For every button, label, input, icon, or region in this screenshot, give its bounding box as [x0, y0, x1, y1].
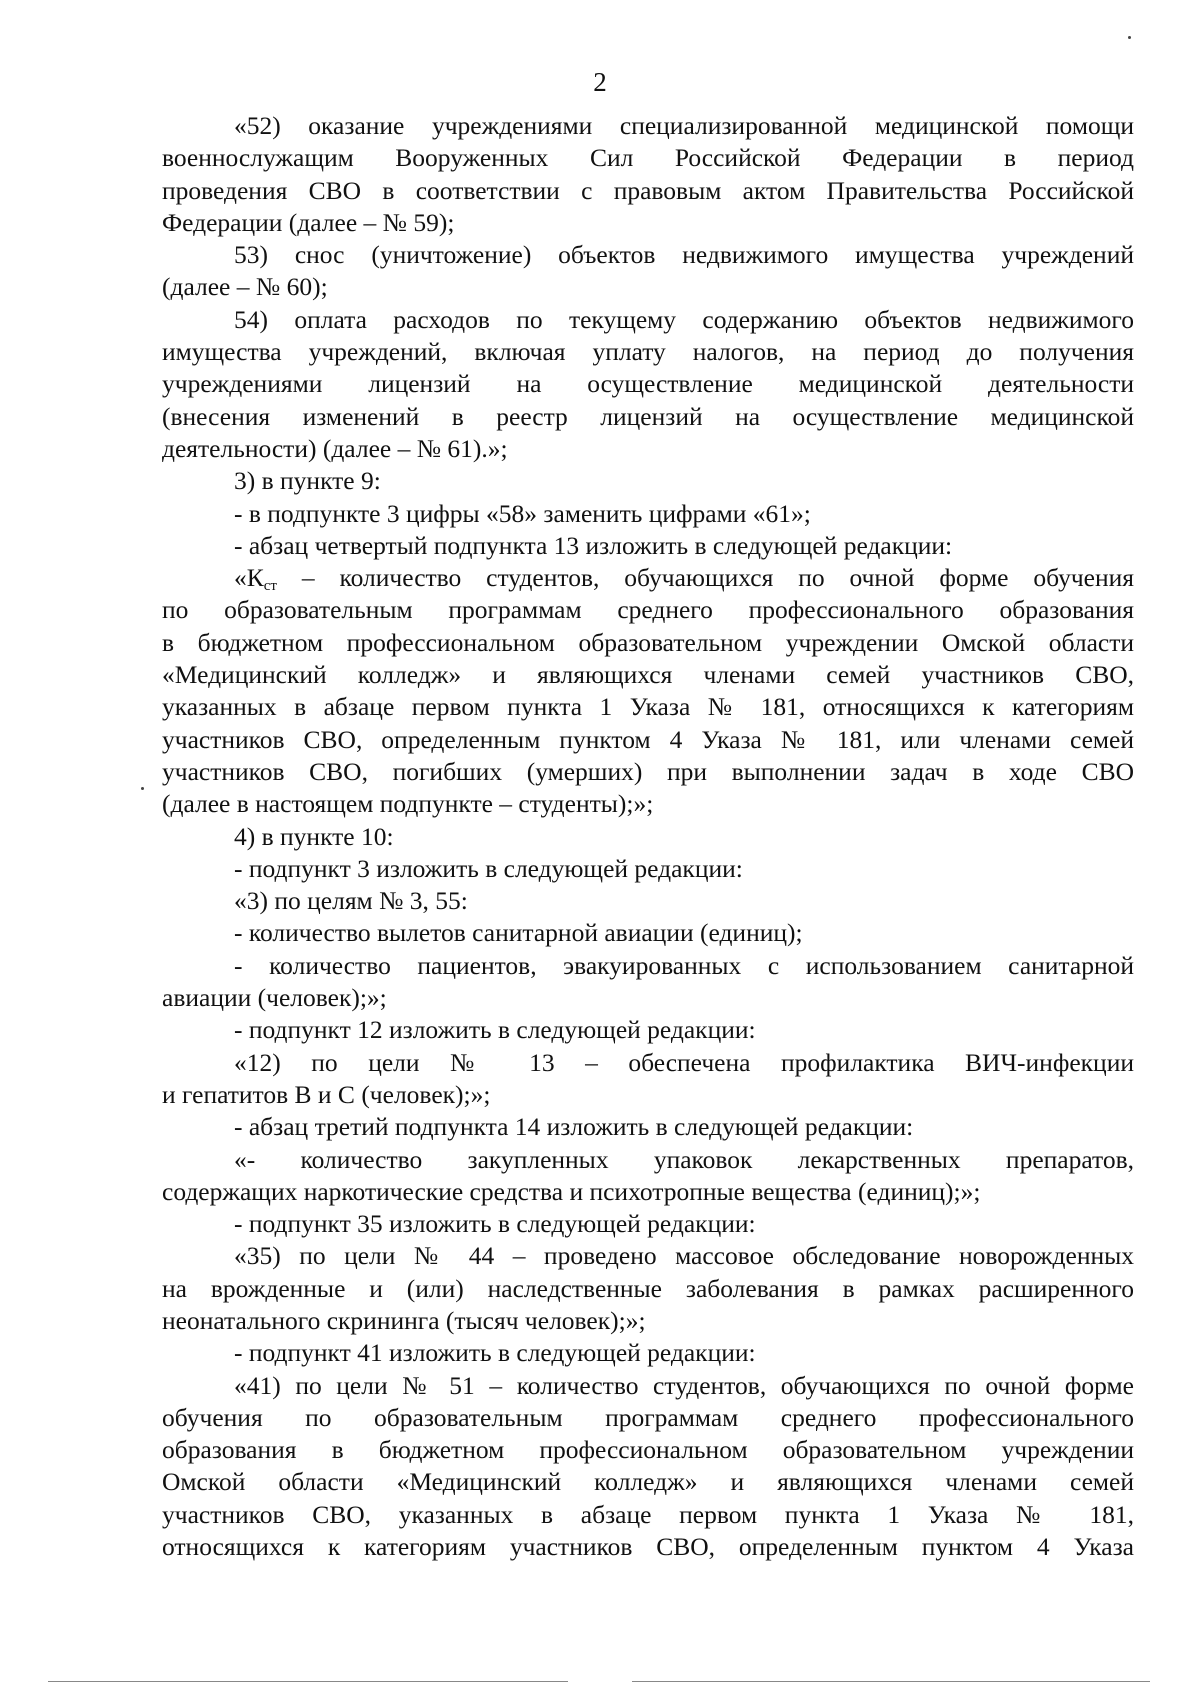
formula-symbol: «К [234, 563, 264, 593]
text-line [162, 659, 1134, 691]
line-text: 53) снос (уничтожение) объектов недвижимого имущества учреждений [234, 240, 1134, 270]
text-line [162, 1208, 1134, 1240]
text-line [162, 562, 1134, 594]
line-text: - подпункт 3 изложить в следующей редакции: [234, 853, 743, 883]
footer-rule [632, 1681, 1150, 1682]
line-text: 3) в пункте 9: [234, 466, 381, 496]
text-line [162, 142, 1134, 174]
line-text: образования в бюджетном профессиональном образовательном учреждении [162, 1435, 1134, 1465]
line-text: «12) по цели № 13 – обеспечена профилактика ВИЧ-инфекции [234, 1047, 1134, 1077]
line-text: - абзац четвертый подпункта 13 изложить в следующей редакции: [234, 530, 953, 560]
line-text: (внесения изменений в реестр лицензий на осуществление медицинской [162, 401, 1134, 431]
line-text: участников СВО, определенным пунктом 4 Указа № 181, или членами семей [162, 724, 1134, 754]
line-text: - в подпункте 3 цифры «58» заменить цифрами «61»; [234, 498, 811, 528]
text-line [162, 175, 1134, 207]
text-line [162, 239, 1134, 271]
text-line [162, 788, 1134, 820]
text-line [162, 1370, 1134, 1402]
text-line [162, 401, 1134, 433]
line-text: в бюджетном профессиональном образовательном учреждении Омской области [162, 627, 1134, 657]
text-line [162, 465, 1134, 497]
text-line [162, 724, 1134, 756]
text-line [162, 207, 1134, 239]
line-text: деятельности) (далее – № 61).»; [162, 433, 508, 463]
line-text: Омской области «Медицинский колледж» и являющихся членами семей [162, 1467, 1134, 1497]
text-line [162, 1240, 1134, 1272]
text-line [162, 1111, 1134, 1143]
text-line [162, 1466, 1134, 1498]
text-line [162, 1144, 1134, 1176]
text-line [162, 1273, 1134, 1305]
line-text: «52) оказание учреждениями специализированной медицинской помощи [234, 111, 1134, 140]
text-line [162, 594, 1134, 626]
text-line [162, 1434, 1134, 1466]
line-text: - подпункт 12 изложить в следующей редакции: [234, 1015, 756, 1045]
text-line [162, 885, 1134, 917]
text-line [162, 336, 1134, 368]
text-line [162, 433, 1134, 465]
text-line [162, 1047, 1134, 1079]
text-line [162, 1402, 1134, 1434]
line-text: имущества учреждений, включая уплату налогов, на период до получения [162, 337, 1134, 367]
text-line [162, 756, 1134, 788]
line-text: участников СВО, погибших (умерших) при выполнении задач в ходе СВО [162, 756, 1134, 786]
line-text: указанных в абзаце первом пункта 1 Указа № 181, относящихся к категориям [162, 692, 1134, 722]
text-line [162, 271, 1134, 303]
line-text: на врожденные и (или) наследственные заболевания в рамках расширенного [162, 1273, 1134, 1303]
text-line [162, 982, 1134, 1014]
formula-subscript: ст [263, 578, 277, 595]
text-line [162, 1337, 1134, 1369]
line-text: - количество вылетов санитарной авиации (единиц); [234, 918, 803, 948]
line-text: 54) оплата расходов по текущему содержанию объектов недвижимого [234, 304, 1134, 334]
line-text: «35) по цели № 44 – проведено массовое обследование новорожденных [234, 1241, 1134, 1271]
line-text: проведения СВО в соответствии с правовым актом Правительства Российской [162, 175, 1134, 205]
text-line [162, 304, 1134, 336]
line-text: «- количество закупленных упаковок лекарственных препаратов, [234, 1144, 1134, 1174]
line-text: по образовательным программам среднего профессионального образования [162, 595, 1134, 625]
text-line [162, 1014, 1134, 1046]
text-line [162, 821, 1134, 853]
document-body [162, 110, 1134, 1563]
text-line [162, 950, 1134, 982]
text-line [162, 530, 1134, 562]
line-text: «3) по целям № 3, 55: [234, 886, 468, 916]
line-text: неонатального скрининга (тысяч человек);»; [162, 1305, 646, 1335]
line-text: обучения по образовательным программам среднего профессионального [162, 1402, 1134, 1432]
line-text: - подпункт 41 изложить в следующей редакции: [234, 1338, 756, 1368]
text-line [162, 1499, 1134, 1531]
text-line [162, 1305, 1134, 1337]
text-line [162, 498, 1134, 530]
line-text: 4) в пункте 10: [234, 821, 394, 851]
text-line [162, 627, 1134, 659]
text-line [162, 1176, 1134, 1208]
line-text: военнослужащим Вооруженных Сил Российской Федерации в период [162, 143, 1134, 173]
line-text: Федерации (далее – № 59); [162, 207, 455, 237]
line-text: относящихся к категориям участников СВО, определенным пунктом 4 Указа [162, 1532, 1134, 1562]
line-text: - подпункт 35 изложить в следующей редакции: [234, 1209, 756, 1239]
line-text: - абзац третий подпункта 14 изложить в следующей редакции: [234, 1112, 914, 1142]
line-text: – количество студентов, обучающихся по очной форме обучения [301, 563, 1134, 593]
line-text: участников СВО, указанных в абзаце первом пункта 1 Указа № 181, [162, 1499, 1134, 1529]
text-line [162, 368, 1134, 400]
text-line [162, 1531, 1134, 1563]
line-text: (далее в настоящем подпункте – студенты);»; [162, 789, 654, 819]
line-text: и гепатитов В и С (человек);»; [162, 1079, 491, 1109]
line-text: авиации (человек);»; [162, 983, 387, 1013]
text-line [162, 1079, 1134, 1111]
footer-rule [48, 1681, 568, 1682]
line-text: содержащих наркотические средства и психотропные вещества (единиц);»; [162, 1176, 981, 1206]
page-number: 2 [593, 67, 607, 97]
scan-speck [141, 787, 144, 790]
text-line [162, 110, 1134, 142]
line-text: (далее – № 60); [162, 272, 328, 302]
line-text: - количество пациентов, эвакуированных с использованием санитарной [234, 950, 1134, 980]
scan-speck [1128, 36, 1131, 39]
text-line [162, 917, 1134, 949]
line-text: «41) по цели № 51 – количество студентов, обучающихся по очной форме [234, 1370, 1134, 1400]
text-line [162, 691, 1134, 723]
line-text: учреждениями лицензий на осуществление медицинской деятельности [162, 369, 1134, 399]
line-text: «Медицинский колледж» и являющихся членами семей участников СВО, [162, 660, 1134, 690]
text-line [162, 853, 1134, 885]
